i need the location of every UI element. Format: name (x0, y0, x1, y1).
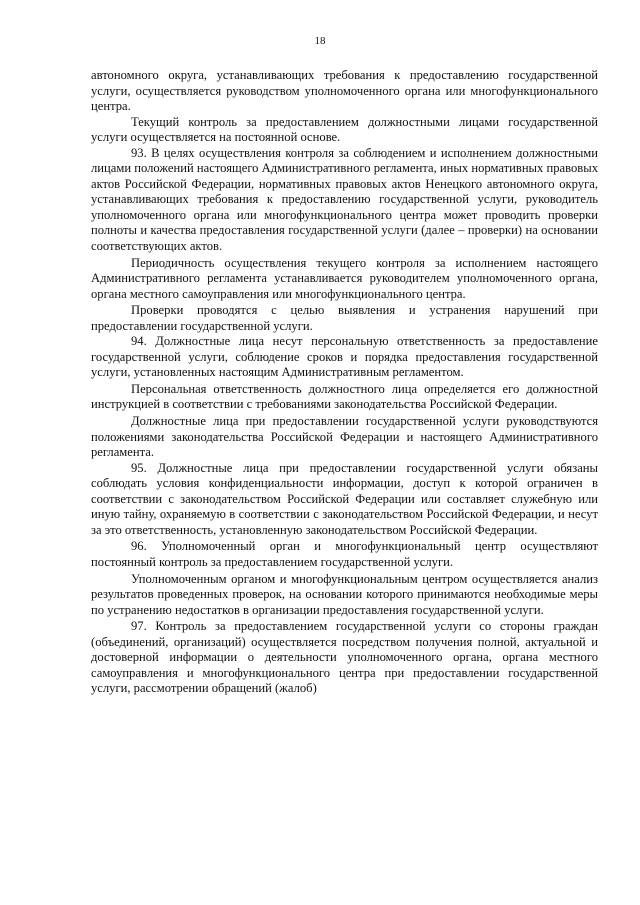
paragraph: Персональная ответственность должностного лица определяется его должностной инструкцией в соответствии с требованиями законодательства Российской Федерации. (91, 381, 598, 412)
paragraph: 96. Уполномоченный орган и многофункциональный центр осуществляют постоянный контроль за предоставлением государственной услуги. (91, 539, 598, 569)
paragraph: Текущий контроль за предоставлением должностными лицами государственной услуги осуществляется на постоянной основе. (91, 114, 598, 145)
paragraph: Проверки проводятся с целью выявления и устранения нарушений при предоставлении государственной услуги. (91, 303, 598, 333)
paragraph: 97. Контроль за предоставлением государственной услуги со стороны граждан (объединений, организаций) осуществляется посредством получения полной, актуальной и достоверной информации о деятельности уполномоченного органа, органа местного самоуправления и многофункционального центра при предоставлении государственной услуги, рассмотрении обращений (жалоб) (91, 619, 598, 696)
paragraph: 93. В целях осуществления контроля за соблюдением и исполнением должностными лицами положений настоящего Административного регламента, иных нормативных правовых актов Российской Федерации, нормативных правовых актов Ненецкого автономного округа, устанавливающих требования к предоставлению государственной услуги, руководитель уполномоченного органа или многофункционального центра может проводить проверки полноты и качества предоставления государственной услуги (далее – проверки) на основании соответствующих актов. (91, 145, 598, 254)
paragraph: Периодичность осуществления текущего контроля за исполнением настоящего Административного регламента устанавливается руководителем уполномоченного органа, органа местного самоуправления или многофункционального центра. (91, 255, 598, 301)
paragraph: 94. Должностные лица несут персональную ответственность за предоставление государственной услуги, соблюдение сроков и порядка предоставления государственной услуги, установленных настоящим Административным регламентом. (91, 334, 598, 380)
paragraph: автономного округа, устанавливающих требования к предоставлению государственной услуги, осуществляется руководством уполномоченного органа или многофункционального центра. (91, 68, 598, 114)
paragraph: 95. Должностные лица при предоставлении государственной услуги обязаны соблюдать условия конфиденциальности информации, доступ к которой ограничен в соответствии с законодательством Российской Федерации или составляет служебную или иную тайну, охраняемую в соответствии с законодательством Российской Федерации, и несут за это ответственность, установленную законодательством Российской Федерации. (91, 460, 598, 537)
page-number: 18 (314, 35, 326, 47)
paragraph: Должностные лица при предоставлении государственной услуги руководствуются положениями законодательства Российской Федерации и настоящего Административного регламента. (91, 414, 598, 460)
document-body (91, 68, 598, 697)
paragraph: Уполномоченным органом и многофункциональным центром осуществляется анализ результатов проведенных проверок, на основании которого принимаются необходимые меры по устранению недостатков в организации предоставления государственной услуги. (91, 571, 598, 617)
